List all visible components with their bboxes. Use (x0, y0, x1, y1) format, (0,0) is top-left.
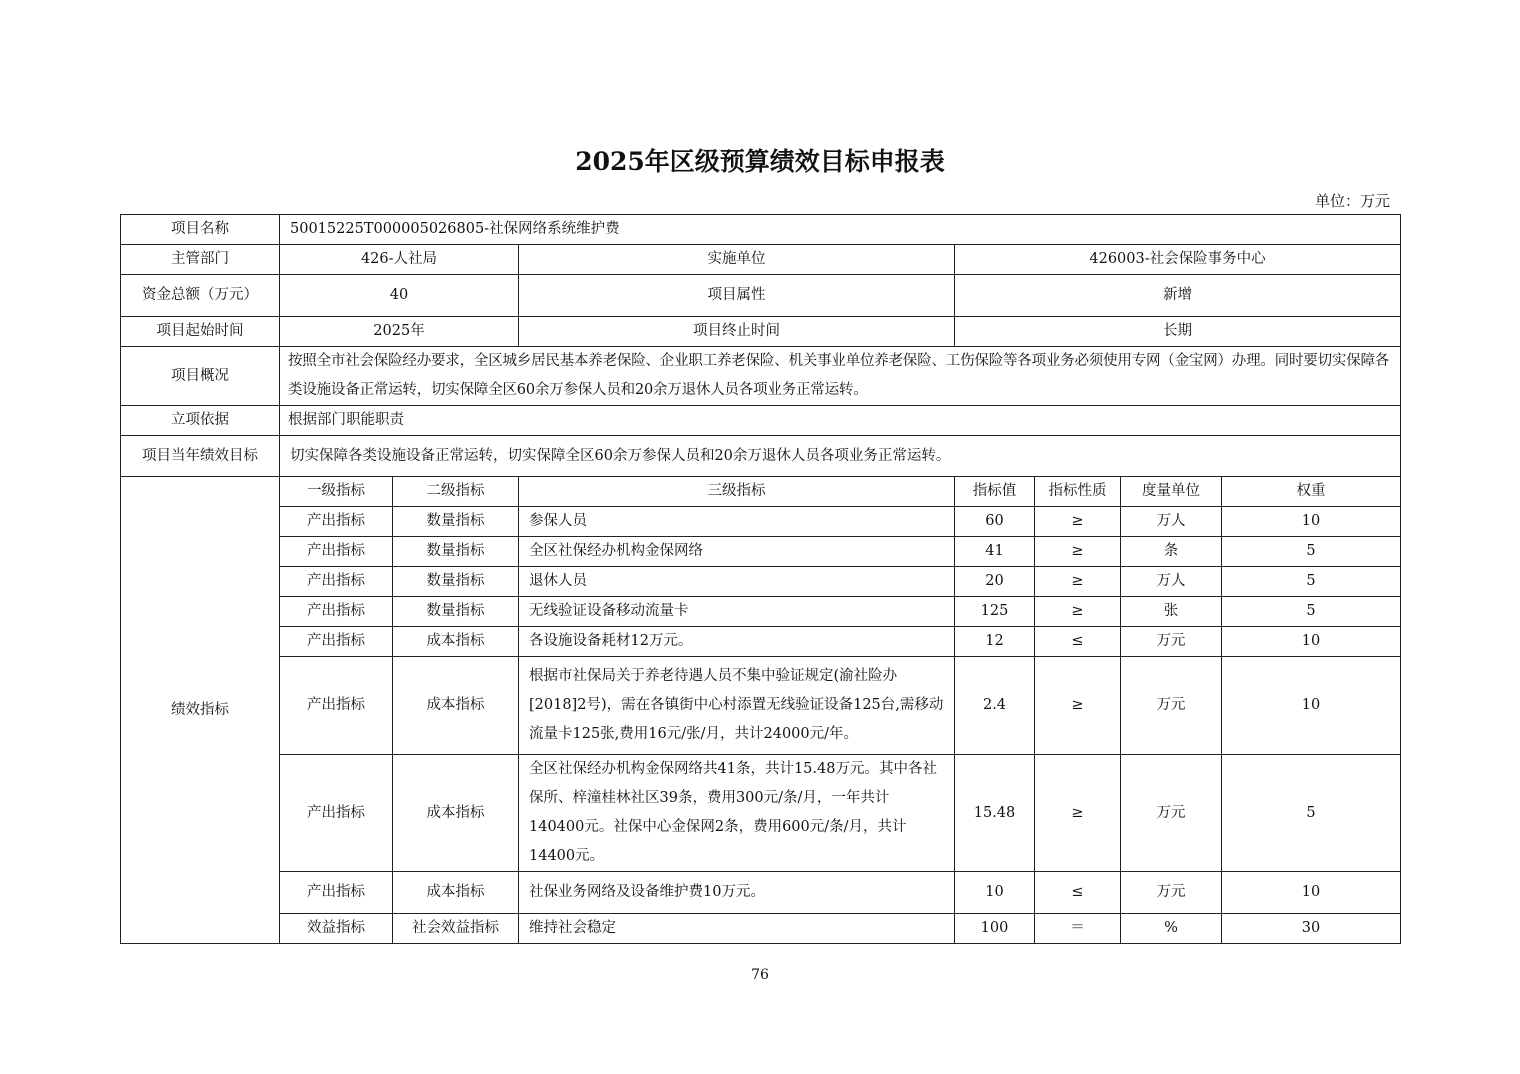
row-nature: ≥ (1035, 537, 1121, 567)
row-value: 2.4 (955, 657, 1035, 755)
row-weight: 5 (1222, 755, 1401, 872)
row-nature: ≥ (1035, 567, 1121, 597)
header-weight: 权重 (1222, 477, 1401, 507)
document-title: 2025年区级预算绩效目标申报表 (575, 147, 945, 176)
row-level1: 产出指标 (280, 537, 393, 567)
row-weight: 5 (1222, 567, 1401, 597)
row-level3: 退休人员 (519, 567, 955, 597)
row-unit: 万人 (1121, 567, 1222, 597)
attr-value: 新增 (955, 275, 1401, 317)
table-row (121, 597, 1401, 627)
basis-value: 根据部门职能职责 (280, 406, 1401, 436)
row-value: 125 (955, 597, 1035, 627)
row-weight: 5 (1222, 537, 1401, 567)
row-level3: 参保人员 (519, 507, 955, 537)
row-weight: 10 (1222, 657, 1401, 755)
row-level2: 成本指标 (393, 755, 519, 872)
row-level1: 产出指标 (280, 567, 393, 597)
row-nature: ≥ (1035, 597, 1121, 627)
table-row (121, 755, 1401, 872)
row-level3: 各设施设备耗材12万元。 (519, 627, 955, 657)
row-basis (121, 406, 1401, 436)
table-row (121, 657, 1401, 755)
row-weight: 10 (1222, 507, 1401, 537)
header-level1: 一级指标 (280, 477, 393, 507)
header-unit: 度量单位 (1121, 477, 1222, 507)
row-level3: 全区社保经办机构金保网络共41条，共计15.48万元。其中各社保所、梓潼桂林社区39条，费用300元/条/月，一年共计140400元。社保中心金保网2条，费用600元/条/月，共计14400元。 (519, 755, 955, 872)
row-unit: 万元 (1121, 627, 1222, 657)
row-level3: 全区社保经办机构金保网络 (519, 537, 955, 567)
row-unit: 条 (1121, 537, 1222, 567)
row-unit: 万元 (1121, 755, 1222, 872)
row-nature: ≥ (1035, 755, 1121, 872)
table-row (121, 507, 1401, 537)
project-name-value: 50015225T000005026805-社保网络系统维护费 (280, 215, 1401, 245)
row-level1: 产出指标 (280, 657, 393, 755)
unit-label: 单位：万元 (1314, 192, 1390, 210)
end-label: 项目终止时间 (519, 317, 955, 347)
row-level3: 社保业务网络及设备维护费10万元。 (519, 872, 955, 914)
row-nature: ≤ (1035, 627, 1121, 657)
basis-label: 立项依据 (121, 406, 280, 436)
row-level2: 数量指标 (393, 567, 519, 597)
header-value: 指标值 (955, 477, 1035, 507)
row-level2: 社会效益指标 (393, 914, 519, 944)
table-row (121, 567, 1401, 597)
row-value: 60 (955, 507, 1035, 537)
row-level2: 成本指标 (393, 872, 519, 914)
row-weight: 10 (1222, 627, 1401, 657)
header-nature: 指标性质 (1035, 477, 1121, 507)
row-unit: 张 (1121, 597, 1222, 627)
row-level3: 根据市社保局关于养老待遇人员不集中验证规定(渝社险办[2018]2号)，需在各镇街中心村添置无线验证设备125台,需移动流量卡125张,费用16元/张/月，共计24000元/年。 (519, 657, 955, 755)
row-weight: 30 (1222, 914, 1401, 944)
table-row (121, 627, 1401, 657)
impl-label: 实施单位 (519, 245, 955, 275)
row-level2: 成本指标 (393, 657, 519, 755)
start-label: 项目起始时间 (121, 317, 280, 347)
indicator-header-row (121, 477, 1401, 507)
page-number: 76 (751, 967, 769, 983)
dept-label: 主管部门 (121, 245, 280, 275)
table-row (121, 872, 1401, 914)
row-period (121, 317, 1401, 347)
header-level3: 三级指标 (519, 477, 955, 507)
dept-value: 426-人社局 (280, 245, 519, 275)
row-level1: 效益指标 (280, 914, 393, 944)
impl-value: 426003-社会保险事务中心 (955, 245, 1401, 275)
fund-label: 资金总额（万元） (121, 275, 280, 317)
row-nature: ≥ (1035, 657, 1121, 755)
row-level1: 产出指标 (280, 597, 393, 627)
row-value: 10 (955, 872, 1035, 914)
row-level1: 产出指标 (280, 872, 393, 914)
row-goal (121, 436, 1401, 477)
row-nature: ＝ (1035, 914, 1121, 944)
row-project-name (121, 215, 1401, 245)
row-weight: 10 (1222, 872, 1401, 914)
row-overview (121, 347, 1401, 406)
row-value: 41 (955, 537, 1035, 567)
overview-label: 项目概况 (121, 347, 280, 406)
overview-value: 按照全市社会保险经办要求，全区城乡居民基本养老保险、企业职工养老保险、机关事业单位养老保险、工伤保险等各项业务必须使用专网（金宝网）办理。同时要切实保障各类设施设备正常运转，切实保障全区60余万参保人员和20余万退休人员各项业务正常运转。 (280, 347, 1401, 406)
header-level2: 二级指标 (393, 477, 519, 507)
row-unit: 万人 (1121, 507, 1222, 537)
row-weight: 5 (1222, 597, 1401, 627)
goal-value: 切实保障各类设施设备正常运转，切实保障全区60余万参保人员和20余万退休人员各项业务正常运转。 (280, 436, 1401, 477)
project-name-label: 项目名称 (121, 215, 280, 245)
row-value: 20 (955, 567, 1035, 597)
row-department (121, 245, 1401, 275)
row-nature: ≥ (1035, 507, 1121, 537)
row-level1: 产出指标 (280, 755, 393, 872)
row-unit: 万元 (1121, 657, 1222, 755)
performance-target-table (120, 214, 1401, 944)
indicator-section-label: 绩效指标 (121, 477, 280, 944)
row-value: 12 (955, 627, 1035, 657)
row-level3: 维持社会稳定 (519, 914, 955, 944)
table-row (121, 914, 1401, 944)
row-level1: 产出指标 (280, 627, 393, 657)
end-value: 长期 (955, 317, 1401, 347)
row-level2: 成本指标 (393, 627, 519, 657)
row-level1: 产出指标 (280, 507, 393, 537)
row-value: 15.48 (955, 755, 1035, 872)
row-unit: % (1121, 914, 1222, 944)
row-fund (121, 275, 1401, 317)
attr-label: 项目属性 (519, 275, 955, 317)
row-value: 100 (955, 914, 1035, 944)
row-nature: ≤ (1035, 872, 1121, 914)
row-level2: 数量指标 (393, 597, 519, 627)
row-unit: 万元 (1121, 872, 1222, 914)
start-value: 2025年 (280, 317, 519, 347)
row-level3: 无线验证设备移动流量卡 (519, 597, 955, 627)
table-row (121, 537, 1401, 567)
fund-value: 40 (280, 275, 519, 317)
row-level2: 数量指标 (393, 507, 519, 537)
row-level2: 数量指标 (393, 537, 519, 567)
goal-label: 项目当年绩效目标 (121, 436, 280, 477)
